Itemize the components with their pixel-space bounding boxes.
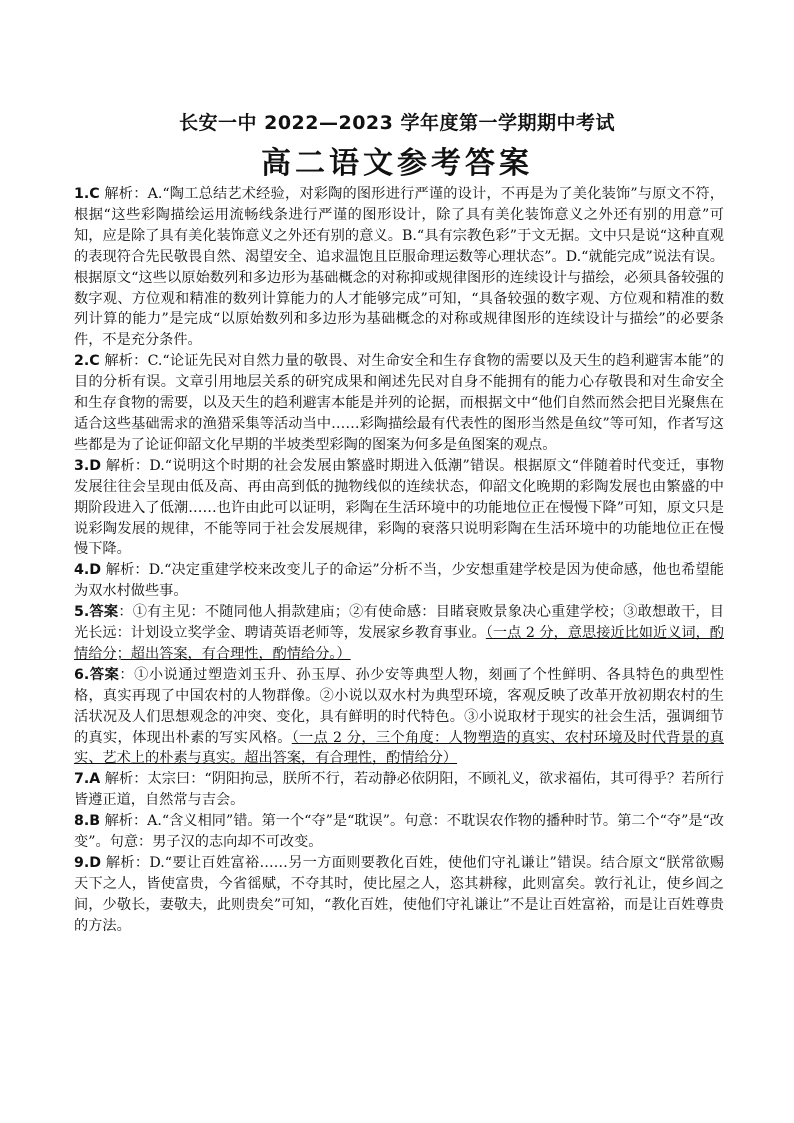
scoring-note: （一点 2 分，意思接近比如近义词，酌情给分；超出答案，有合理性，酌情给分。） xyxy=(74,625,724,662)
answer-item-2 xyxy=(74,351,724,456)
answer-item-4 xyxy=(74,560,724,602)
item-number: 2.C xyxy=(74,353,100,370)
exam-title: 长安一中 2022—2023 学年度第一学期期中考试 xyxy=(179,112,615,134)
answer-list xyxy=(74,184,724,937)
item-text: 解析：A.“含义相同”错。第一个“夺”是“耽误”。句意：不耽误农作物的播种时节。第二个“夺”是“改变”。句意：男子汉的志向却不可改变。 xyxy=(74,813,724,851)
item-number: 4.D xyxy=(74,562,102,579)
item-text: ：①小说通过塑造刘玉升、孙玉厚、孙少安等典型人物，刻画了个性鲜明、各具特色的典型性格，真实再现了中国农村的人物群像。②小说以双水村为典型环境，客观反映了改革开放初期农村的生活状况及人们思想观念的冲突、变化，具有鲜明的时代特色。③小说取材于现实的社会生活，强调细节的真实，体现出朴素的写实风格。 xyxy=(74,666,724,746)
item-text: 解析：D.“决定重建学校来改变儿子的命运”分析不当，少安想重建学校是因为使命感，他也希望能为双水村做些事。 xyxy=(74,562,724,600)
answer-item-5 xyxy=(74,602,724,665)
answer-item-1 xyxy=(74,184,724,351)
item-number: 6. xyxy=(74,666,90,683)
item-text: 解析：C.“论证先民对自然力量的敬畏、对生命安全和生存食物的需要以及天生的趋利避害本能”的目的分析有误。文章引用地层关系的研究成果和阐述先民对自身不能拥有的能力心存敬畏和对生命安全和生存食物的需要，以及天生的趋利避害本能是并列的论据，而根据文中“他们自然而然会把目光聚焦在适合这些基础需求的渔猎采集等活动当中……彩陶描绘最有代表性的图形当然是鱼纹”等可知，作者写这些都是为了论证仰韶文化早期的半坡类型彩陶的图案为何多是鱼图案的观点。 xyxy=(74,353,724,453)
item-text: 解析：D.“要让百姓富裕……另一方面则要教化百姓，使他们守礼谦让”错误。结合原文“朕常欲赐天下之人，皆使富贵，今省徭赋，不夺其时，使比屋之人，恣其耕稼，此则富矣。敦行礼让，使乡闾之间，少敬长，妻敬夫，此则贵矣”可知，“教化百姓，使他们守礼谦让”不是让百姓富裕，而是让百姓尊贵的方法。 xyxy=(74,855,724,934)
scoring-note: （一点 2 分，三个角度：人物塑造的真实、农村环境及时代背景的真实、艺术上的朴素与真实。超出答案，有合理性，酌情给分） xyxy=(74,729,724,767)
answer-item-8 xyxy=(74,811,724,853)
answer-item-6 xyxy=(74,665,724,770)
item-number: 3.D xyxy=(74,457,102,474)
item-number: 7.A xyxy=(74,771,101,788)
answer-item-9 xyxy=(74,853,724,937)
item-text: ：①有主见：不随同他人捐款建庙；②有使命感：目睹衰败景象决心重建学校；③敢想敢干，目光长远：计划设立奖学金、聘请英语老师等，发展家乡教育事业。 xyxy=(74,604,724,642)
answer-key-title: 高二语文参考答案 xyxy=(261,146,533,181)
answer-item-3 xyxy=(74,456,724,561)
answer-label: 答案 xyxy=(89,666,120,683)
item-text: 解析：太宗曰：“阴阳拘忌，朕所不行，若动静必依阴阳，不顾礼义，欲求福佑，其可得乎？若所行皆遵正道，自然常与吉会。 xyxy=(74,771,724,809)
item-number: 1.C xyxy=(74,186,100,202)
answer-item-7 xyxy=(74,769,724,811)
item-text: 解析：D.“说明这个时期的社会发展由繁盛时期进入低潮”错误。根据原文“伴随着时代变迁，事物发展往往会呈现由低及高、再由高到低的抛物线似的连续状态，仰韶文化晚期的彩陶发展也由繁盛的中期阶段进入了低潮……也许由此可以证明，彩陶在生活环境中的功能地位正在慢慢下降”可知，原文只是说彩陶发展的规律，不能等同于社会发展规律，彩陶的衰落只说明彩陶在生活环境中的功能地位正在慢慢下降。 xyxy=(74,457,724,558)
item-number: 9.D xyxy=(74,855,102,871)
item-number: 5. xyxy=(74,604,90,621)
item-text: 解析：A.“陶工总结艺术经验，对彩陶的图形进行严谨的设计，不再是为了美化装饰”与原文不符，根据“这些彩陶描绘运用流畅线条进行严谨的图形设计，除了具有美化装饰意义之外还有别的用意”可知，应是除了具有美化装饰意义之外还有别的意义。B.“具有宗教色彩”于文无据。文中只是说“这种直观的表现符合先民敬畏自然、渴望安全、追求温饱且臣服命理运数等心理状态”。D.“就能完成”说法有误。根据原文“这些以原始数列和多边形为基础概念的对称抑或规律图形的连续设计与描绘，必须具备较强的数字观、方位观和精准的数列计算能力的人才能够完成”可知，“具备较强的数字观、方位观和精准的数列计算的能力”是完成“以原始数列和多边形为基础概念的对称或规律图形的连续设计与描绘”的必要条件，不是充分条件。 xyxy=(74,186,724,349)
answer-label: 答案 xyxy=(89,604,119,621)
item-number: 8.B xyxy=(74,813,101,830)
